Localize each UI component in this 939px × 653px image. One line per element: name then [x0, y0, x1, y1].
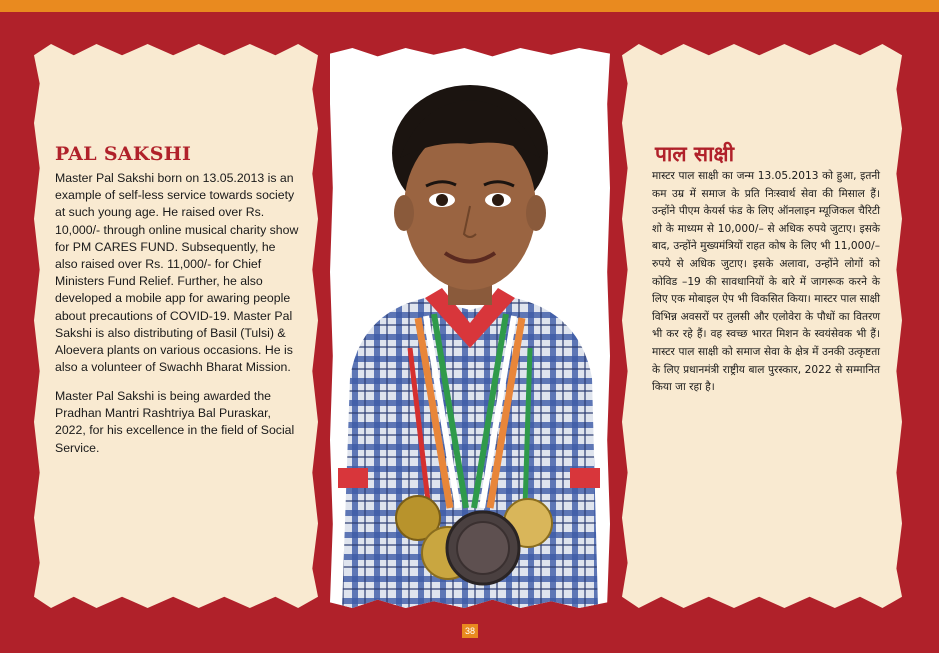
awardee-photo [330, 48, 610, 608]
english-paragraph-2: Master Pal Sakshi is being awarded the Pradhan Mantri Rashtriya Bal Puraskar, 2022, for his excellence in the field of Social Service. [55, 389, 295, 455]
page-number: 38 [462, 624, 478, 638]
english-title: PAL SAKSHI [55, 143, 192, 165]
hindi-title: पाल साक्षी [655, 141, 735, 166]
boy-with-medals-illustration [330, 48, 610, 608]
hindi-paragraph: मास्टर पाल साक्षी का जन्म 13.05.2013 को हुआ, इतनी कम उम्र में समाज के प्रति निःस्वार्थ सेवा की मिसाल हैं। उन्होंने पीएम केयर्स फंड के लिए ऑनलाइन म्यूजिकल चैरिटी शो के माध्यम से 10,000/– से अधिक रुपये जुटाए। इसके बाद, उन्होंने मुख्यमंत्रियों राहत कोष के लिए भी 11,000/– रुपये से अधिक जुटाए। इसके अलावा, उन्होंने लोगों को कोविड –19 की सावधानियों के बारे में जागरूक करने के लिए एक मोबाइल ऐप भी विकसित किया। मास्टर पाल साक्षी विभिन्न अवसरों पर तुलसी और एलोवेरा के पौधों का वितरण भी कर रहे हैं। वह स्वच्छ भारत मिशन के स्वयंसेवक भी हैं। मास्टर पाल साक्षी को समाज सेवा के क्षेत्र में उनकी उत्कृष्टता के लिए प्रधानमंत्री राष्ट्रीय बाल पुरस्कार, 2022 से सम्मानित किया जा रहा है। [652, 170, 880, 394]
top-orange-strip [0, 0, 939, 12]
english-paragraph-1: Master Pal Sakshi born on 13.05.2013 is an example of self-less service towards society at such young age. He raised over Rs. 10,000/- through online musical charity show for PM CARES FUND. Subsequently, he also raised over Rs. 11,000/- for Chief Ministers Fund Relief. Further, he also developed a mobile app for awaring people about precautions of COVID-19. Master Pal Sakshi is also distributing of Basil (Tulsi) & Aloevera plants on various occasions. He is also a volunteer of Swachh Bharat Mission. [55, 171, 299, 375]
